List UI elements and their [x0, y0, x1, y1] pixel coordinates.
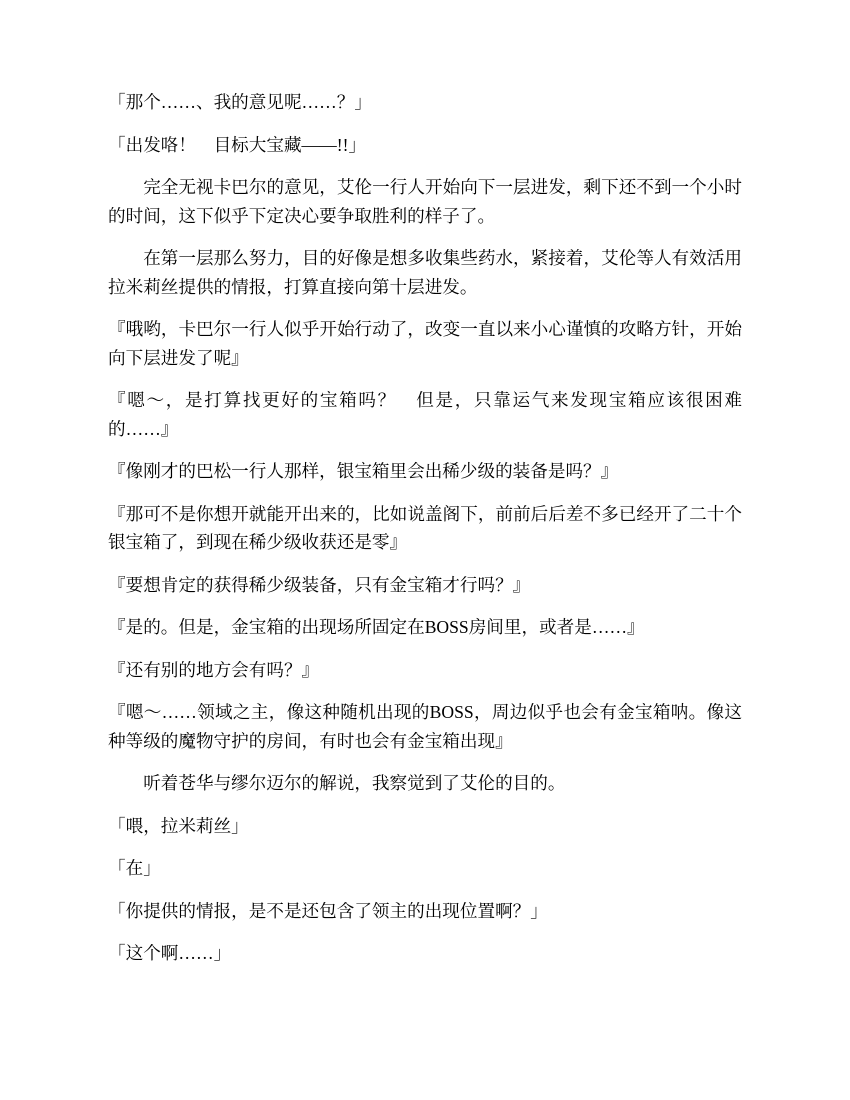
paragraph: 『嗯～……领域之主，像这种随机出现的BOSS，周边似乎也会有金宝箱呐。像这种等级的魔物守护的房间，有时也会有金宝箱出现』: [108, 702, 742, 751]
paragraph: 『要想肯定的获得稀少级装备，只有金宝箱才行吗？』: [108, 574, 531, 595]
paragraph: 『哦哟，卡巴尔一行人似乎开始行动了，改变一直以来小心谨慎的攻略方针，开始向下层进发了呢』: [108, 319, 742, 368]
paragraph: 『是的。但是，金宝箱的出现场所固定在BOSS房间里，或者是……』: [108, 617, 645, 637]
paragraph: 在第一层那么努力，目的好像是想多收集些药水，紧接着，艾伦等人有效活用拉米莉丝提供的情报，打算直接向第十层进发。: [108, 248, 742, 297]
document-body: [108, 88, 742, 968]
paragraph: 听着苍华与缪尔迈尔的解说，我察觉到了艾伦的目的。: [143, 773, 566, 793]
paragraph: 「出发咯！ 目标大宝藏——!!」: [108, 134, 367, 155]
paragraph: 『那可不是你想开就能开出来的，比如说盖阁下，前前后后差不多已经开了二十个银宝箱了，到现在稀少级收获还是零』: [108, 503, 742, 552]
paragraph: 『还有别的地方会有吗？』: [108, 659, 320, 680]
paragraph: 「喂，拉米莉丝」: [108, 815, 249, 836]
paragraph: 完全无视卡巴尔的意见，艾伦一行人开始向下一层进发，剩下还不到一个小时的时间，这下似乎下定决心要争取胜利的样子了。: [108, 177, 742, 226]
paragraph: 「这个啊……」: [108, 943, 232, 963]
paragraph: 『像刚才的巴松一行人那样，银宝箱里会出稀少级的装备是吗？』: [108, 461, 619, 481]
paragraph: 『嗯～，是打算找更好的宝箱吗？ 但是，只靠运气来发现宝箱应该很困难的……』: [108, 390, 742, 439]
paragraph: 「你提供的情报，是不是还包含了领主的出现位置啊？」: [108, 900, 548, 921]
paragraph: 「在」: [108, 858, 161, 878]
paragraph: 「那个……、我的意见呢……？」: [108, 92, 372, 112]
